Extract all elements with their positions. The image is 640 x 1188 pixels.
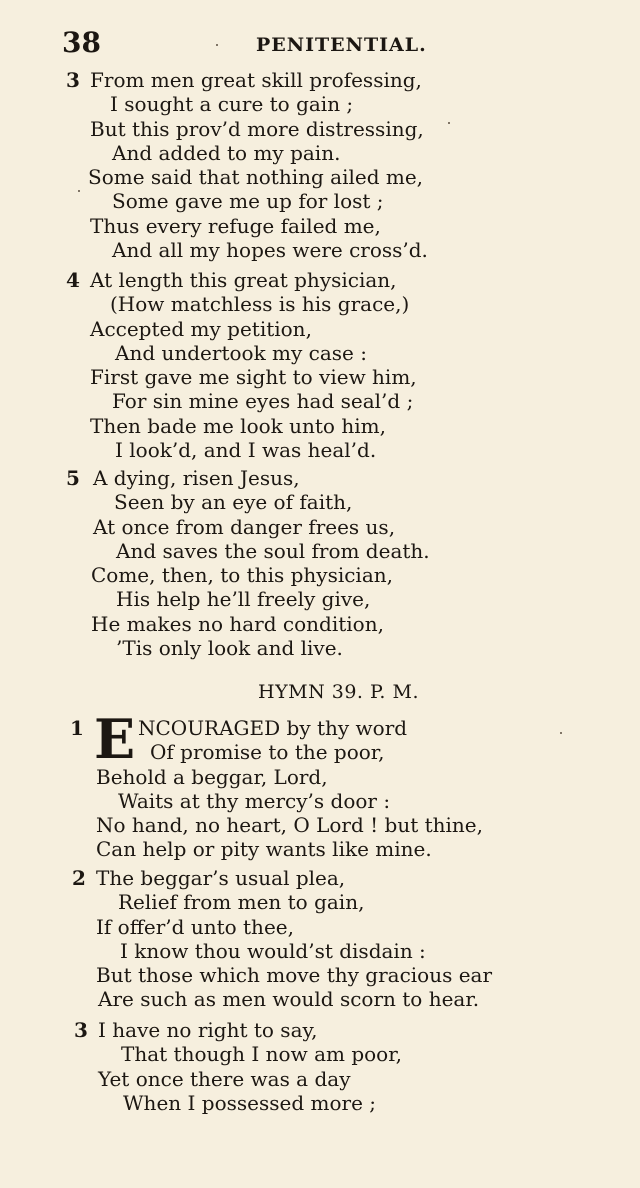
verse-text: (How matchless is his grace,)	[110, 292, 410, 317]
verse-line	[0, 789, 640, 813]
verse-text: When I possessed more ;	[123, 1090, 376, 1115]
verse-text: At length this great physician,	[90, 268, 397, 292]
verse-text: But this prov’d more distressing,	[90, 116, 424, 141]
verse-text: I look’d, and I was heal’d.	[115, 438, 377, 463]
verse-line	[0, 813, 640, 837]
speck	[448, 122, 450, 124]
speck	[216, 44, 218, 46]
verse-text: First gave me sight to view him,	[90, 365, 417, 390]
verse-text: Seen by an eye of faith,	[114, 490, 353, 515]
verse-line	[0, 1042, 640, 1066]
verse-line	[0, 837, 640, 861]
verse-line	[0, 268, 640, 292]
running-head: PENITENTIAL.	[256, 34, 427, 56]
stanza-prev-3	[0, 68, 640, 262]
verse-text: I sought a cure to gain ;	[110, 92, 354, 117]
verse-text: And added to my pain.	[112, 140, 341, 165]
stanza-number: 4	[66, 268, 80, 292]
stanza-number: 1	[70, 716, 84, 740]
verse-line	[0, 939, 640, 963]
stanza-number: 3	[66, 68, 80, 92]
verse-line	[0, 341, 640, 365]
verse-line	[0, 740, 640, 764]
verse-text: Are such as men would scorn to hear.	[98, 987, 480, 1012]
verse-line	[0, 438, 640, 462]
verse-line	[0, 716, 640, 740]
verse-line	[0, 317, 640, 341]
speck	[560, 732, 562, 734]
verse-text: Relief from men to gain,	[118, 890, 365, 915]
hymn-stanza-2	[0, 866, 640, 1012]
verse-text: Thus every refuge failed me,	[90, 213, 381, 238]
verse-line	[0, 389, 640, 413]
verse-text: For sin mine eyes had seal’d ;	[112, 389, 414, 414]
verse-text: At once from danger frees us,	[93, 514, 396, 539]
verse-line	[0, 915, 640, 939]
verse-line	[0, 490, 640, 514]
verse-line	[0, 189, 640, 213]
verse-text: Yet once there was a day	[98, 1066, 351, 1091]
verse-line	[0, 515, 640, 539]
verse-text: Behold a beggar, Lord,	[96, 764, 328, 789]
stanza-prev-4	[0, 268, 640, 462]
hymn-title: HYMN 39. P. M.	[258, 681, 419, 703]
verse-line	[0, 612, 640, 636]
verse-text: Some gave me up for lost ;	[112, 189, 384, 214]
verse-text: And undertook my case :	[115, 340, 367, 365]
verse-line	[0, 563, 640, 587]
verse-line	[0, 466, 640, 490]
hymn-stanza-1	[0, 716, 640, 862]
verse-text: Come, then, to this physician,	[91, 563, 393, 588]
stanza-number: 2	[72, 866, 86, 890]
verse-text: Accepted my petition,	[90, 316, 312, 341]
stanza-prev-5	[0, 466, 640, 660]
verse-line	[0, 539, 640, 563]
verse-line	[0, 292, 640, 316]
verse-line	[0, 68, 640, 92]
speck	[78, 190, 80, 192]
verse-line	[0, 636, 640, 660]
hymn-stanza-3	[0, 1018, 640, 1115]
verse-line	[0, 765, 640, 789]
verse-text: Then bade me look unto him,	[90, 413, 386, 438]
verse-line	[0, 414, 640, 438]
verse-text: No hand, no heart, O Lord ! but thine,	[96, 813, 483, 838]
verse-text: Can help or pity wants like mine.	[96, 837, 432, 862]
verse-line	[0, 1067, 640, 1091]
verse-line	[0, 890, 640, 914]
verse-text: The beggar’s usual plea,	[96, 866, 346, 890]
verse-text: I know thou would’st disdain :	[120, 938, 426, 963]
verse-text: From men great skill professing,	[90, 68, 422, 92]
stanza-number: 3	[74, 1018, 88, 1042]
page-header	[0, 28, 640, 58]
verse-text: His help he’ll freely give,	[116, 587, 371, 612]
verse-text: But those which move thy gracious ear	[96, 963, 493, 988]
verse-text: If offer’d unto thee,	[96, 914, 294, 939]
verse-text: That though I now am poor,	[121, 1042, 402, 1067]
verse-line	[0, 117, 640, 141]
verse-text: A dying, risen Jesus,	[93, 466, 300, 490]
verse-text: And saves the soul from death.	[116, 538, 430, 563]
verse-text: ’Tis only look and live.	[116, 636, 343, 661]
verse-line	[0, 987, 640, 1011]
drop-cap: E	[94, 707, 136, 771]
verse-text: NCOURAGED by thy word	[138, 716, 408, 740]
verse-text: Of promise to the poor,	[150, 740, 385, 765]
verse-text: Some said that nothing ailed me,	[88, 165, 424, 190]
verse-text: And all my hopes were cross’d.	[112, 238, 428, 263]
verse-line	[0, 165, 640, 189]
verse-line	[0, 238, 640, 262]
verse-line	[0, 963, 640, 987]
verse-line	[0, 587, 640, 611]
verse-line	[0, 214, 640, 238]
verse-text: I have no right to say,	[98, 1018, 318, 1042]
verse-line	[0, 92, 640, 116]
verse-line	[0, 141, 640, 165]
stanza-number: 5	[66, 466, 80, 490]
verse-text: Waits at thy mercy’s door :	[118, 788, 391, 813]
verse-line	[0, 365, 640, 389]
page-number: 38	[62, 26, 101, 59]
verse-line	[0, 866, 640, 890]
verse-line	[0, 1018, 640, 1042]
verse-line	[0, 1091, 640, 1115]
verse-text: He makes no hard condition,	[91, 611, 384, 636]
